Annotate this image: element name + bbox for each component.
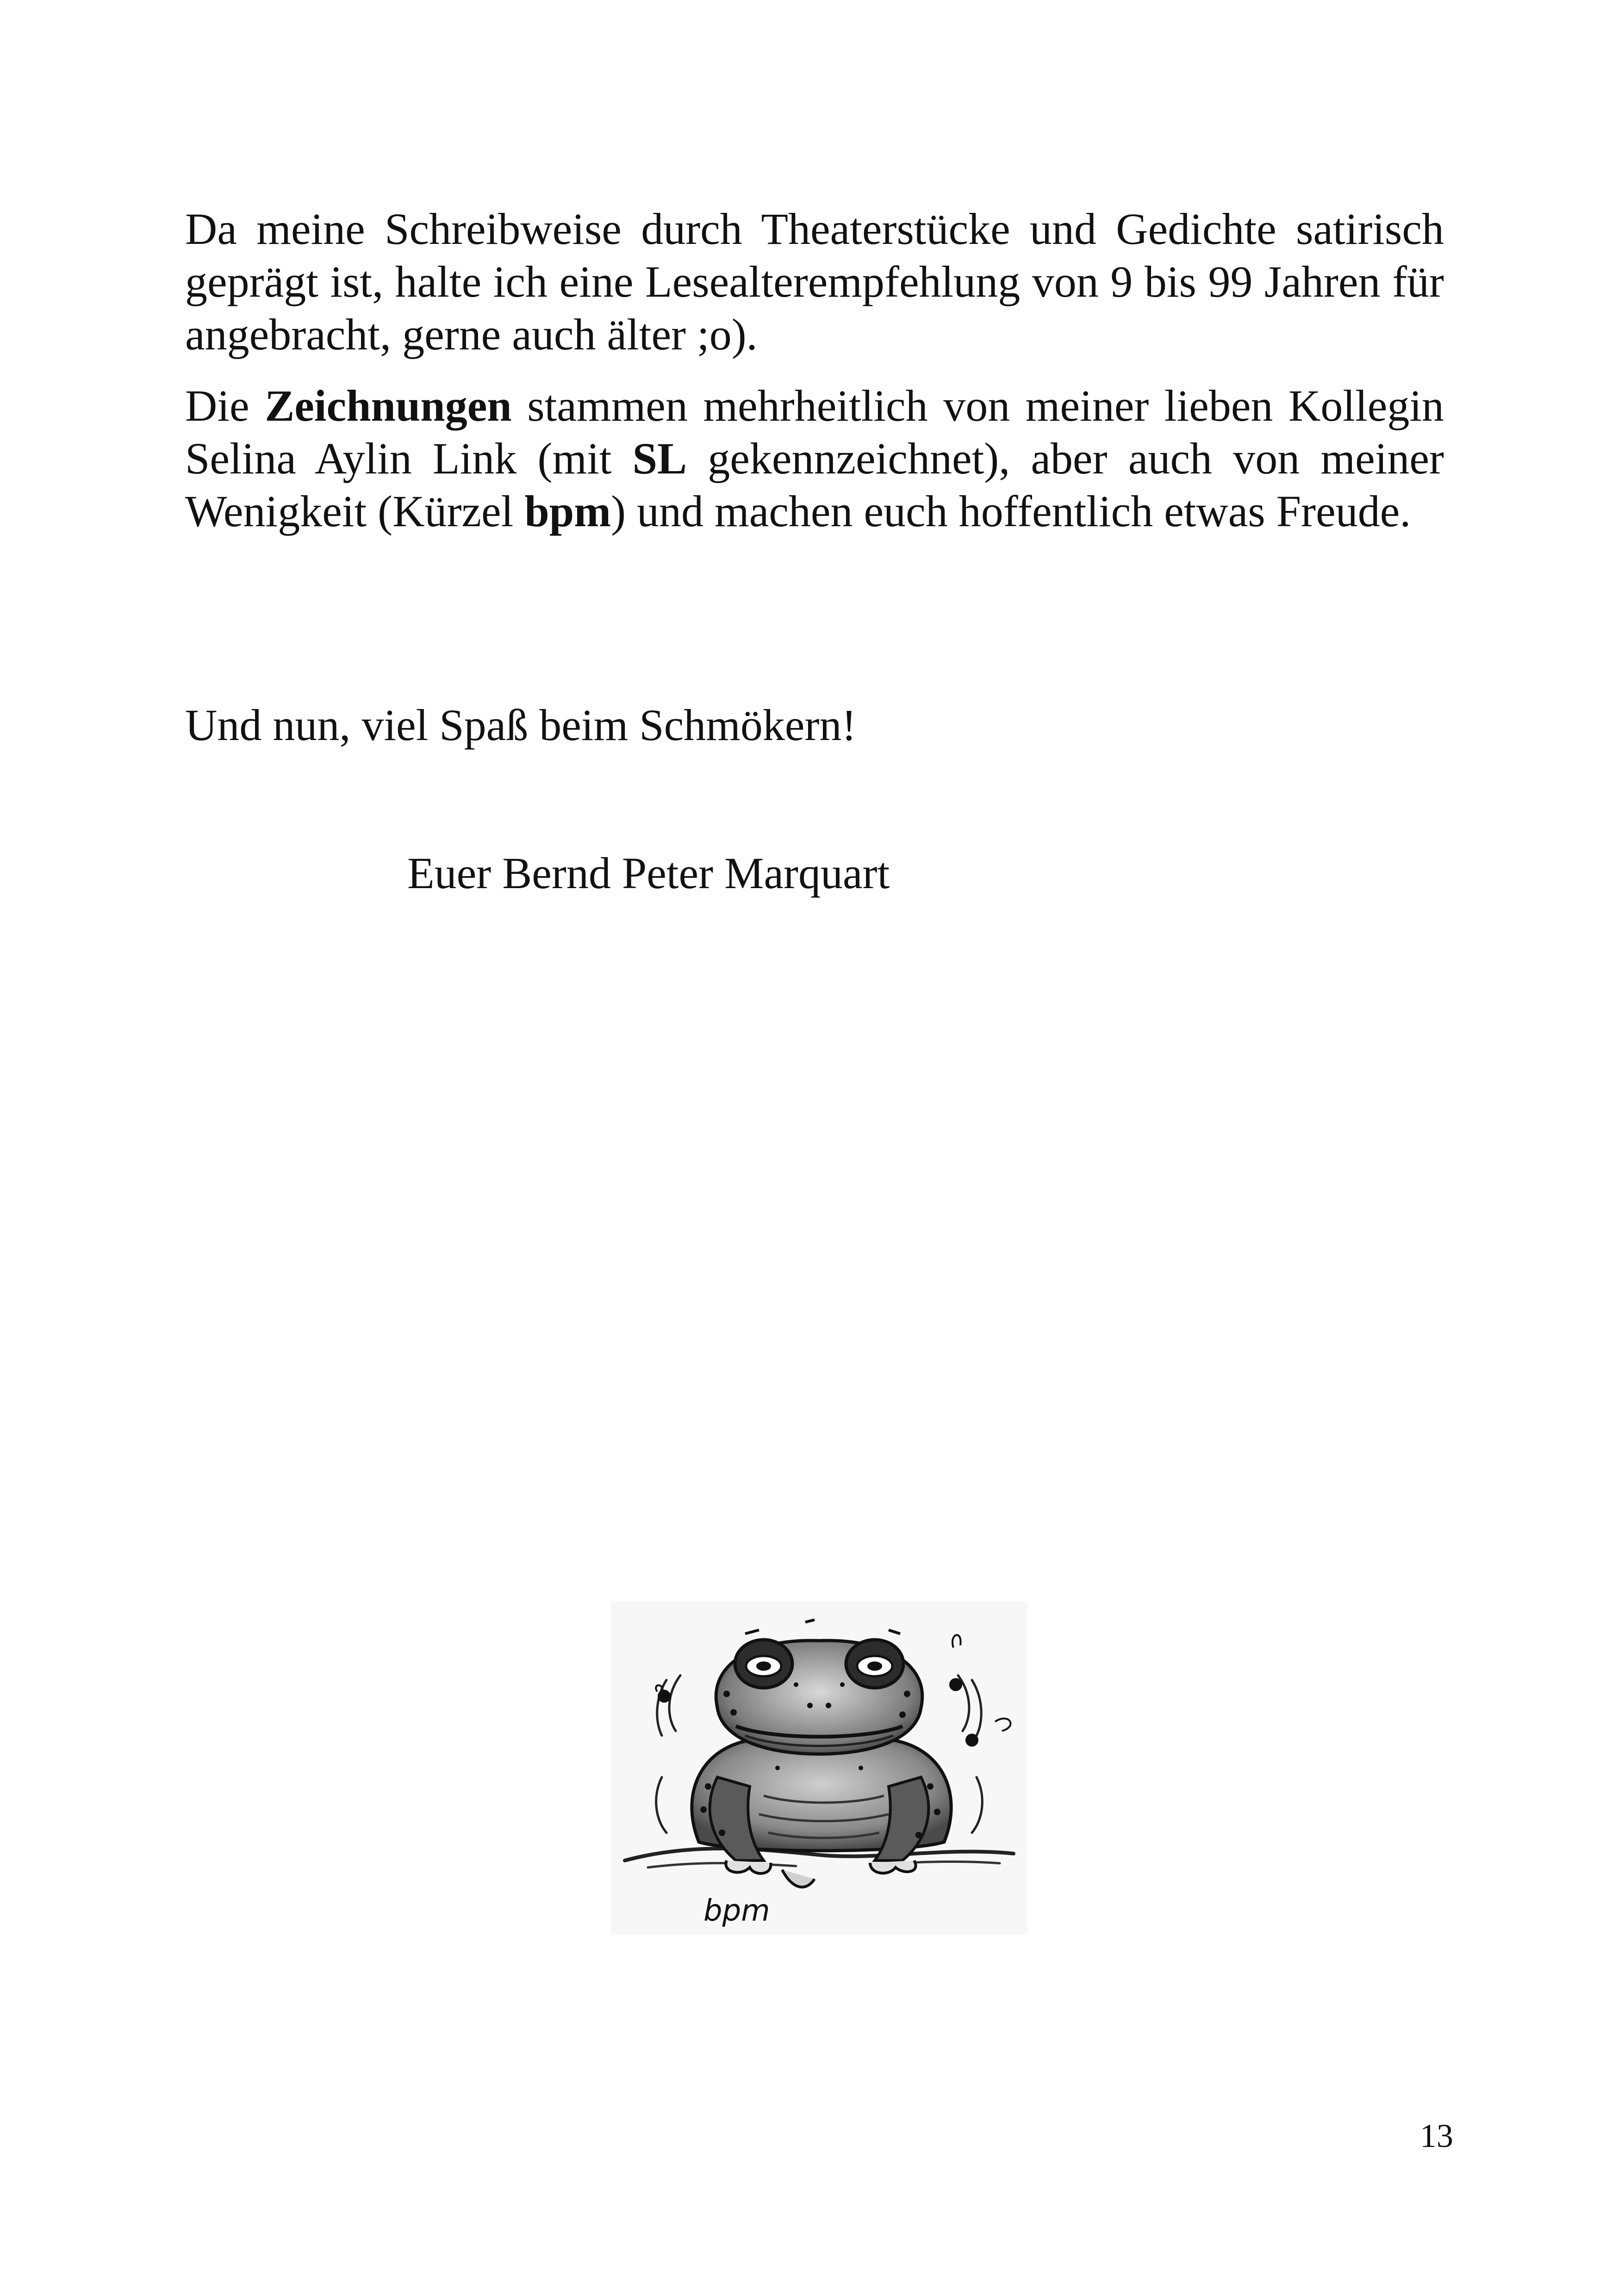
initials-sl: SL <box>632 434 687 483</box>
illustration-signature: bpm <box>703 1894 770 1928</box>
drawings-paragraph <box>185 380 1444 538</box>
initials-bpm: bpm <box>524 486 611 536</box>
drawings-text-2: stammen mehrheitlich von meiner lieben Kollegin Selina Aylin Link (mit <box>185 381 1444 483</box>
intro-paragraph-text: Da meine Schreibweise durch Theaterstücke und Gedichte satirisch geprägt ist, halte ich eine Lesealterempfehlung von 9 bis 99 Jahren für angebracht, gerne auch älter ;o). <box>185 204 1444 359</box>
drawings-text-4: ) und machen euch hoffentlich etwas Freude. <box>611 486 1411 536</box>
drawings-text-3: gekennzeichnet), aber auch von meiner Wenigkeit (Kürzel <box>185 434 1444 536</box>
author-signature: Euer Bernd Peter Marquart <box>407 848 890 898</box>
page-number: 13 <box>1420 2117 1453 2154</box>
greeting-line: Und nun, viel Spaß beim Schmökern! <box>185 700 857 750</box>
intro-paragraph <box>185 203 1444 361</box>
drawings-text-1: Die <box>185 381 265 430</box>
drawings-bold-word: Zeichnungen <box>265 381 512 430</box>
frog-illustration <box>611 1601 1027 1935</box>
